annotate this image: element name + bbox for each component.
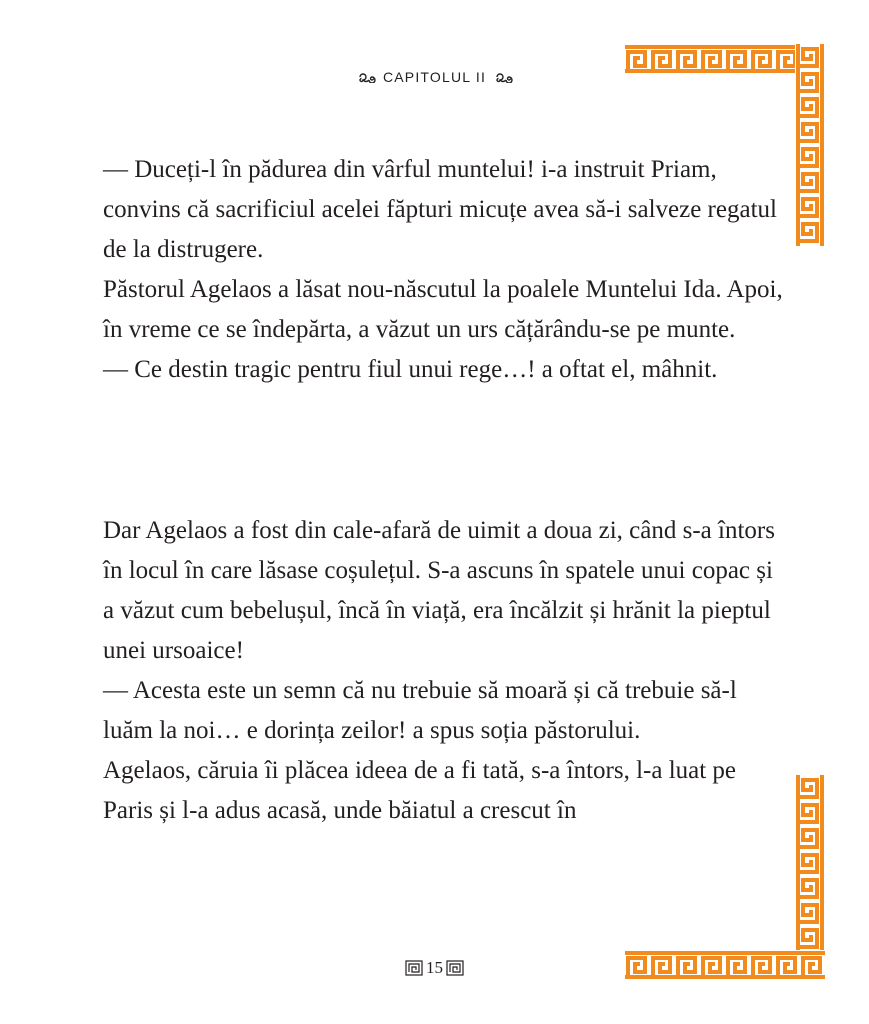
spiral-ornament-icon bbox=[355, 71, 377, 83]
page-number: 15 bbox=[426, 958, 443, 977]
text-section-2 bbox=[103, 511, 783, 831]
paragraph: — Duceți-l în pădurea din vârful muntelui! i-a instruit Priam, convins că sacrificiul acelei făpturi micuțe avea să-i salveze regatul de la distrugere. bbox=[103, 156, 777, 263]
paragraph: Dar Agelaos a fost din cale-afară de uimit a doua zi, când s-a întors în locul în care lăsase coșulețul. S-a ascuns în spatele unui copac și a văzut cum bebelușul, încă în viață, era încălzit și hrănit la pieptul unei ursoaice! bbox=[103, 517, 775, 664]
paragraph: Agelaos, căruia îi plăcea ideea de a fi tată, s-a întors, l-a luat pe Paris și l-a adus acasă, unde băiatul a crescut în bbox=[103, 757, 737, 824]
meander-ornament-icon bbox=[405, 960, 423, 976]
chapter-title: CAPITOLUL II bbox=[382, 69, 487, 85]
paragraph: Păstorul Agelaos a lăsat nou-născutul la poalele Muntelui Ida. Apoi, în vreme ce se îndepărta, a văzut un urs cățărându-se pe munte. bbox=[103, 276, 783, 343]
spiral-ornament-icon bbox=[492, 71, 514, 83]
greek-key-border-right-top bbox=[795, 44, 825, 246]
meander-ornament-icon bbox=[446, 960, 464, 976]
paragraph: — Acesta este un semn că nu trebuie să moară și că trebuie să-l luăm la noi… e dorința zeilor! a spus soția păstorului. bbox=[103, 677, 737, 744]
text-section-1 bbox=[103, 150, 783, 390]
paragraph: — Ce destin tragic pentru fiul unui rege…! a oftat el, mâhnit. bbox=[103, 356, 718, 383]
page-footer bbox=[0, 958, 869, 978]
